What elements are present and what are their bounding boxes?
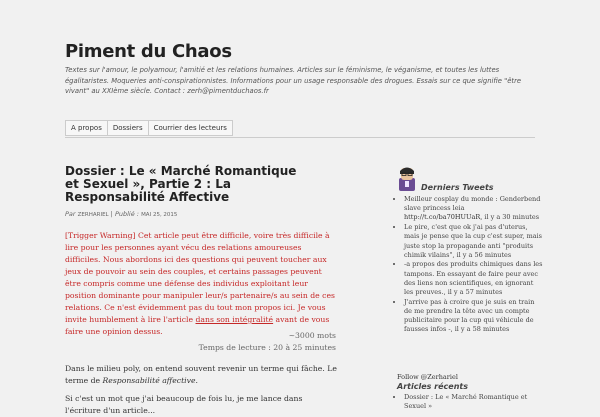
nav-item-a-propos[interactable]: A propos: [65, 120, 108, 136]
trigger-warning: [65, 230, 338, 338]
tweet-item: • -a propos des produits chimiques dans les tampons. En essayant de faire peur avec des liens non scientifiques, en ignorant les preuves., il y a 57 minutes: [404, 260, 544, 297]
nav-item-dossiers[interactable]: Dossiers: [107, 120, 149, 136]
reading-time: Temps de lecture : 20 à 25 minutes: [198, 343, 336, 352]
post-date: MAI 25, 2015: [141, 212, 178, 218]
post-paragraph-emphasis: Responsabilité affective: [102, 376, 196, 385]
tweet-link[interactable]: http://t.co/ba70HUUaR: [404, 213, 481, 222]
post-meta-published-label: Publié :: [114, 210, 139, 218]
recent-articles-title: Articles récents: [397, 382, 468, 391]
full-article-link[interactable]: dans son intégralité: [195, 315, 274, 324]
trigger-warning-text: [Trigger Warning] Cet article peut être difficile, voire très difficile à lire pour les personnes ayant vécu des relations amoureuses difficiles. Nous abordons ici des questions qui peuvent toucher aux jeux de pouvoir au sein des couples, et certains passages peuvent être compris comme une défense des individus exploitant leur position dominante pour manipuler leur/s partenaire/s au sein de ces relations. Ce n'est évidemment pas du tout mon propos ici. Je vous invite humblement à lire l'article: [65, 231, 335, 324]
word-count: ~3000 mots: [288, 331, 336, 340]
tweets-title: Derniers Tweets: [421, 183, 494, 192]
recent-article-item[interactable]: • Dossier : Le « Marché Romantique et Sexuel »: [404, 393, 544, 411]
nav-divider: [65, 137, 535, 138]
site-description: Textes sur l'amour, le polyamour, l'amitié et les relations humaines. Articles sur le féminisme, le véganisme, et toutes les luttes égalitaristes. Moqueries anti-conspirationnistes. Informations pour un usage responsable des drogues. Essais sur ce que signifie "être vivant" au XXIème siècle. Contact : zerh@pimentduchaos.fr: [65, 66, 522, 95]
post-author-link[interactable]: ZERHARIEL: [77, 212, 109, 218]
follow-link[interactable]: Follow @Zerhariel: [397, 373, 458, 381]
main-nav: [65, 120, 232, 136]
post-paragraph-partial: Si c'est un mot que j'ai beaucoup de fois lu, je me lance dans l'écriture d'un article...: [65, 394, 303, 415]
tweet-item: • Le pire, c'est que ok j'ai pas d'uterus, mais je pense que la cup c'est super, mais juste stop la propagande anti "produits chimik vilains", il y a 56 minutes: [404, 223, 544, 260]
avatar-icon: [396, 165, 418, 191]
site-title[interactable]: Piment du Chaos: [65, 41, 232, 62]
reading-stats: [150, 330, 336, 354]
tweets-list: [397, 195, 544, 335]
post-paragraph-text: Dans le milieu poly, on entend souvent revenir un terme qui fâche. Le terme de: [65, 364, 337, 385]
trigger-warning-text-end: avant de vous faire une opinion dessus.: [65, 315, 330, 336]
nav-item-courrier-des-lecteurs[interactable]: Courrier des lecteurs: [148, 120, 233, 136]
post-meta: Par ZERHARIEL | Publié : MAI 25, 2015: [65, 210, 178, 218]
tweet-item: • Meilleur cosplay du monde : Genderbend slave princess leia http://t.co/ba70HUUaR, il y a 30 minutes: [404, 195, 544, 223]
post-meta-by-label: Par: [65, 210, 76, 218]
tweet-item: • J'arrive pas à croire que je suis en train de me prendre la tête avec un compte publicitaire pour la cup qui véhicule de fausses infos -, il y a 58 minutes: [404, 298, 544, 335]
recent-articles-list: [397, 393, 544, 411]
post-title[interactable]: Dossier : Le « Marché Romantique et Sexuel », Partie 2 : La Responsabilité Affective: [65, 164, 297, 204]
post-paragraph: [65, 363, 338, 387]
post-paragraph-end: .: [195, 376, 198, 385]
